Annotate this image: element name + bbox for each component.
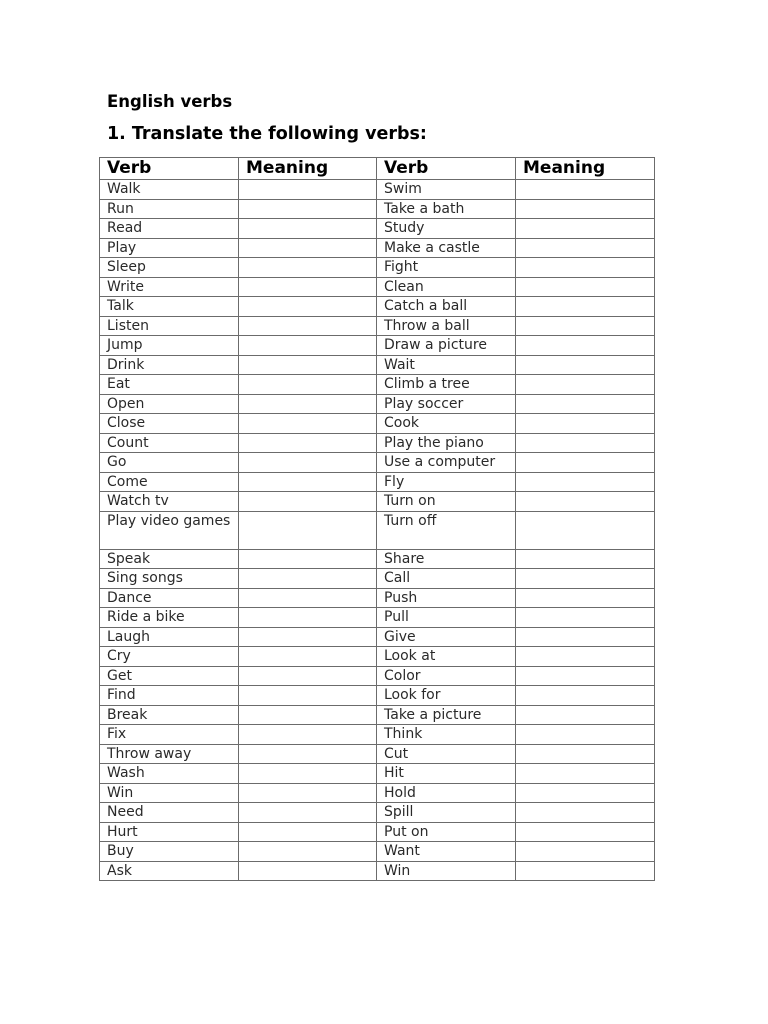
right-meaning-cell[interactable]: [516, 842, 655, 862]
left-meaning-cell[interactable]: [239, 666, 377, 686]
table-body: [100, 180, 655, 881]
left-verb-cell: Buy: [100, 842, 239, 862]
left-verb-cell: Jump: [100, 336, 239, 356]
left-verb-cell: Sing songs: [100, 569, 239, 589]
right-meaning-cell[interactable]: [516, 705, 655, 725]
left-meaning-cell[interactable]: [239, 453, 377, 473]
right-meaning-cell[interactable]: [516, 764, 655, 784]
left-meaning-cell[interactable]: [239, 842, 377, 862]
table-row: [100, 686, 655, 706]
left-meaning-cell[interactable]: [239, 725, 377, 745]
table-row: [100, 297, 655, 317]
instruction-heading: 1. Translate the following verbs:: [107, 124, 427, 144]
left-verb-cell: Sleep: [100, 258, 239, 278]
right-meaning-cell[interactable]: [516, 686, 655, 706]
left-meaning-cell[interactable]: [239, 686, 377, 706]
table-row: [100, 744, 655, 764]
right-verb-cell: Take a picture: [377, 705, 516, 725]
right-meaning-cell[interactable]: [516, 569, 655, 589]
table-row: [100, 238, 655, 258]
table-row: [100, 549, 655, 569]
right-verb-cell: Call: [377, 569, 516, 589]
right-verb-cell: Wait: [377, 355, 516, 375]
table-row: [100, 394, 655, 414]
right-verb-cell: Swim: [377, 180, 516, 200]
right-meaning-cell[interactable]: [516, 258, 655, 278]
left-meaning-cell[interactable]: [239, 355, 377, 375]
right-verb-cell: Look at: [377, 647, 516, 667]
header-verb-left: Verb: [100, 158, 239, 180]
left-meaning-cell[interactable]: [239, 394, 377, 414]
left-verb-cell: Ride a bike: [100, 608, 239, 628]
table-row: [100, 258, 655, 278]
left-meaning-cell[interactable]: [239, 472, 377, 492]
header-verb-right: Verb: [377, 158, 516, 180]
left-meaning-cell[interactable]: [239, 764, 377, 784]
right-verb-cell: Win: [377, 861, 516, 881]
table-row: [100, 647, 655, 667]
left-meaning-cell[interactable]: [239, 297, 377, 317]
right-meaning-cell[interactable]: [516, 666, 655, 686]
left-verb-cell: Write: [100, 277, 239, 297]
right-meaning-cell[interactable]: [516, 375, 655, 395]
table-row: [100, 803, 655, 823]
left-verb-cell: Talk: [100, 297, 239, 317]
right-meaning-cell[interactable]: [516, 199, 655, 219]
right-meaning-cell[interactable]: [516, 588, 655, 608]
table-row: [100, 492, 655, 512]
left-meaning-cell[interactable]: [239, 433, 377, 453]
table-row: [100, 180, 655, 200]
table-row: [100, 627, 655, 647]
table-row: [100, 764, 655, 784]
right-meaning-cell[interactable]: [516, 453, 655, 473]
left-verb-cell: Find: [100, 686, 239, 706]
table-row: [100, 511, 655, 549]
table-row: [100, 725, 655, 745]
left-verb-cell: Get: [100, 666, 239, 686]
verbs-table: [99, 157, 655, 881]
table-row: [100, 822, 655, 842]
table-row: [100, 199, 655, 219]
left-verb-cell: Go: [100, 453, 239, 473]
left-verb-cell: Cry: [100, 647, 239, 667]
left-meaning-cell[interactable]: [239, 238, 377, 258]
right-verb-cell: Fly: [377, 472, 516, 492]
right-verb-cell: Think: [377, 725, 516, 745]
left-meaning-cell[interactable]: [239, 180, 377, 200]
right-meaning-cell[interactable]: [516, 549, 655, 569]
left-verb-cell: Open: [100, 394, 239, 414]
right-verb-cell: Cut: [377, 744, 516, 764]
left-meaning-cell[interactable]: [239, 803, 377, 823]
left-verb-cell: Dance: [100, 588, 239, 608]
left-verb-cell: Play video games: [100, 511, 239, 549]
left-meaning-cell[interactable]: [239, 219, 377, 239]
right-meaning-cell[interactable]: [516, 219, 655, 239]
table-row: [100, 472, 655, 492]
left-meaning-cell[interactable]: [239, 336, 377, 356]
left-verb-cell: Throw away: [100, 744, 239, 764]
left-meaning-cell[interactable]: [239, 783, 377, 803]
left-meaning-cell[interactable]: [239, 588, 377, 608]
left-verb-cell: Speak: [100, 549, 239, 569]
right-meaning-cell[interactable]: [516, 394, 655, 414]
right-meaning-cell[interactable]: [516, 336, 655, 356]
left-meaning-cell[interactable]: [239, 861, 377, 881]
table-row: [100, 316, 655, 336]
table-row: [100, 453, 655, 473]
right-meaning-cell[interactable]: [516, 511, 655, 549]
right-verb-cell: Take a bath: [377, 199, 516, 219]
left-meaning-cell[interactable]: [239, 511, 377, 549]
right-verb-cell: Turn off: [377, 511, 516, 549]
table-row: [100, 842, 655, 862]
table-header-row: [100, 158, 655, 180]
left-verb-cell: Fix: [100, 725, 239, 745]
right-meaning-cell[interactable]: [516, 822, 655, 842]
table-row: [100, 375, 655, 395]
right-verb-cell: Spill: [377, 803, 516, 823]
right-meaning-cell[interactable]: [516, 433, 655, 453]
table-row: [100, 219, 655, 239]
left-verb-cell: Hurt: [100, 822, 239, 842]
right-verb-cell: Hit: [377, 764, 516, 784]
right-verb-cell: Push: [377, 588, 516, 608]
left-verb-cell: Run: [100, 199, 239, 219]
right-verb-cell: Look for: [377, 686, 516, 706]
left-meaning-cell[interactable]: [239, 627, 377, 647]
left-verb-cell: Watch tv: [100, 492, 239, 512]
table-row: [100, 705, 655, 725]
table-row: [100, 355, 655, 375]
left-verb-cell: Laugh: [100, 627, 239, 647]
left-verb-cell: Win: [100, 783, 239, 803]
right-verb-cell: Turn on: [377, 492, 516, 512]
left-meaning-cell[interactable]: [239, 822, 377, 842]
right-meaning-cell[interactable]: [516, 608, 655, 628]
left-meaning-cell[interactable]: [239, 492, 377, 512]
right-verb-cell: Give: [377, 627, 516, 647]
left-verb-cell: Eat: [100, 375, 239, 395]
header-meaning-right: Meaning: [516, 158, 655, 180]
right-verb-cell: Draw a picture: [377, 336, 516, 356]
left-meaning-cell[interactable]: [239, 608, 377, 628]
right-verb-cell: Cook: [377, 414, 516, 434]
right-verb-cell: Use a computer: [377, 453, 516, 473]
right-meaning-cell[interactable]: [516, 355, 655, 375]
table-row: [100, 783, 655, 803]
table-row: [100, 336, 655, 356]
left-verb-cell: Break: [100, 705, 239, 725]
right-verb-cell: Pull: [377, 608, 516, 628]
left-meaning-cell[interactable]: [239, 549, 377, 569]
right-meaning-cell[interactable]: [516, 627, 655, 647]
left-meaning-cell[interactable]: [239, 277, 377, 297]
right-meaning-cell[interactable]: [516, 647, 655, 667]
left-verb-cell: Read: [100, 219, 239, 239]
left-verb-cell: Close: [100, 414, 239, 434]
right-verb-cell: Catch a ball: [377, 297, 516, 317]
right-meaning-cell[interactable]: [516, 316, 655, 336]
right-meaning-cell[interactable]: [516, 472, 655, 492]
header-meaning-left: Meaning: [239, 158, 377, 180]
left-verb-cell: Come: [100, 472, 239, 492]
right-meaning-cell[interactable]: [516, 238, 655, 258]
table-row: [100, 861, 655, 881]
right-meaning-cell[interactable]: [516, 414, 655, 434]
table-row: [100, 608, 655, 628]
left-meaning-cell[interactable]: [239, 375, 377, 395]
right-verb-cell: Clean: [377, 277, 516, 297]
left-meaning-cell[interactable]: [239, 744, 377, 764]
right-meaning-cell[interactable]: [516, 861, 655, 881]
right-verb-cell: Hold: [377, 783, 516, 803]
left-meaning-cell[interactable]: [239, 316, 377, 336]
table-row: [100, 666, 655, 686]
right-verb-cell: Share: [377, 549, 516, 569]
right-verb-cell: Color: [377, 666, 516, 686]
left-meaning-cell[interactable]: [239, 569, 377, 589]
table-row: [100, 569, 655, 589]
right-meaning-cell[interactable]: [516, 744, 655, 764]
right-meaning-cell[interactable]: [516, 277, 655, 297]
left-verb-cell: Wash: [100, 764, 239, 784]
right-verb-cell: Play soccer: [377, 394, 516, 414]
right-verb-cell: Fight: [377, 258, 516, 278]
right-verb-cell: Make a castle: [377, 238, 516, 258]
table-row: [100, 414, 655, 434]
right-meaning-cell[interactable]: [516, 725, 655, 745]
table-row: [100, 588, 655, 608]
document-title: English verbs: [107, 92, 233, 111]
left-verb-cell: Count: [100, 433, 239, 453]
left-meaning-cell[interactable]: [239, 705, 377, 725]
right-verb-cell: Climb a tree: [377, 375, 516, 395]
table-row: [100, 277, 655, 297]
left-meaning-cell[interactable]: [239, 647, 377, 667]
left-verb-cell: Play: [100, 238, 239, 258]
left-verb-cell: Drink: [100, 355, 239, 375]
right-meaning-cell[interactable]: [516, 297, 655, 317]
right-verb-cell: Study: [377, 219, 516, 239]
left-meaning-cell[interactable]: [239, 199, 377, 219]
left-verb-cell: Walk: [100, 180, 239, 200]
left-meaning-cell[interactable]: [239, 414, 377, 434]
right-verb-cell: Play the piano: [377, 433, 516, 453]
right-verb-cell: Want: [377, 842, 516, 862]
right-meaning-cell[interactable]: [516, 180, 655, 200]
left-meaning-cell[interactable]: [239, 258, 377, 278]
right-meaning-cell[interactable]: [516, 803, 655, 823]
right-verb-cell: Put on: [377, 822, 516, 842]
table-row: [100, 433, 655, 453]
right-verb-cell: Throw a ball: [377, 316, 516, 336]
right-meaning-cell[interactable]: [516, 492, 655, 512]
left-verb-cell: Listen: [100, 316, 239, 336]
right-meaning-cell[interactable]: [516, 783, 655, 803]
left-verb-cell: Ask: [100, 861, 239, 881]
left-verb-cell: Need: [100, 803, 239, 823]
